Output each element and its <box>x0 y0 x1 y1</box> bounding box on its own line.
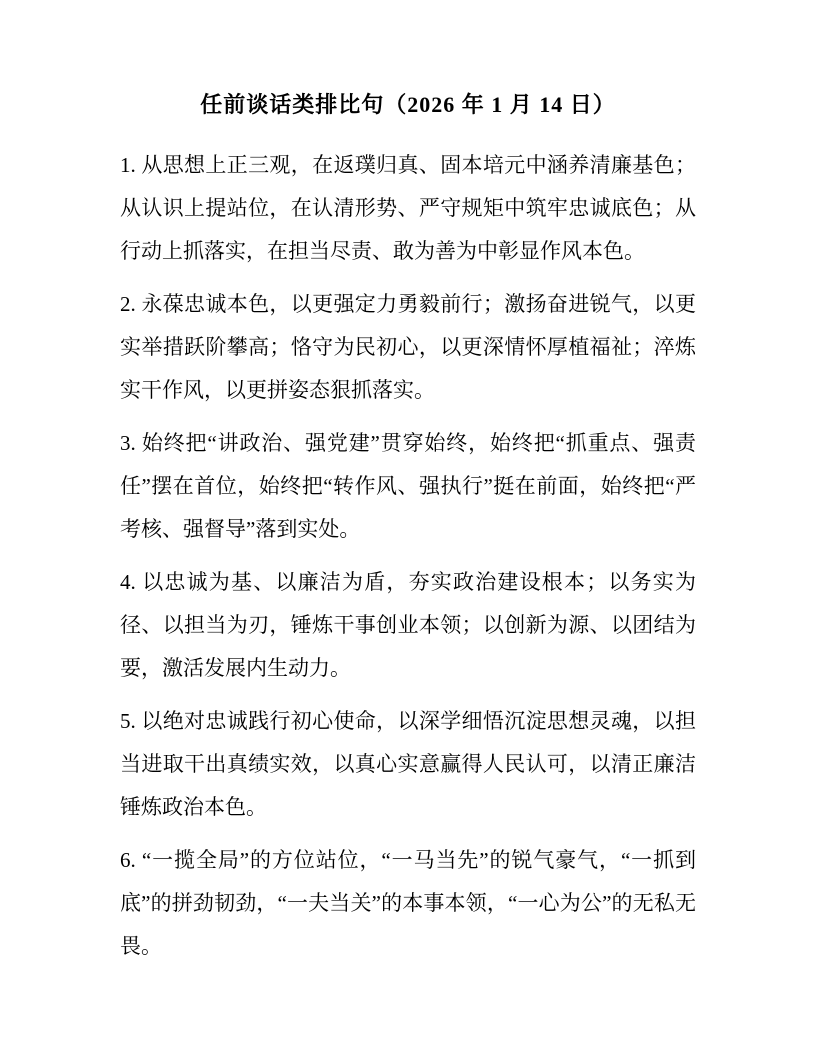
paragraph-5: 5. 以绝对忠诚践行初心使命，以深学细悟沉淀思想灵魂，以担当进取干出真绩实效，以真心实意赢得人民认可，以清正廉洁锤炼政治本色。 <box>120 709 696 819</box>
paragraph-2: 2. 永葆忠诚本色，以更强定力勇毅前行；激扬奋进锐气，以更实举措跃阶攀高；恪守为民初心，以更深情怀厚植福祉；淬炼实干作风，以更拼姿态狠抓落实。 <box>120 292 696 402</box>
paragraph-6: 6. “一揽全局”的方位站位，“一马当先”的锐气豪气，“一抓到底”的拼劲韧劲，“一夫当关”的本事本领，“一心为公”的无私无畏。 <box>120 848 696 958</box>
paragraph-3: 3. 始终把“讲政治、强党建”贯穿始终，始终把“抓重点、强责任”摆在首位，始终把“转作风、强执行”挺在前面，始终把“严考核、强督导”落到实处。 <box>120 431 696 541</box>
paragraph-4: 4. 以忠诚为基、以廉洁为盾，夯实政治建设根本；以务实为径、以担当为刃，锤炼干事创业本领；以创新为源、以团结为要，激活发展内生动力。 <box>120 570 696 680</box>
document-title: 任前谈话类排比句（2026 年 1 月 14 日） <box>200 92 616 117</box>
paragraph-1: 1. 从思想上正三观，在返璞归真、固本培元中涵养清廉基色；从认识上提站位，在认清形势、严守规矩中筑牢忠诚底色；从行动上抓落实，在担当尽责、敢为善为中彰显作风本色。 <box>120 153 696 263</box>
